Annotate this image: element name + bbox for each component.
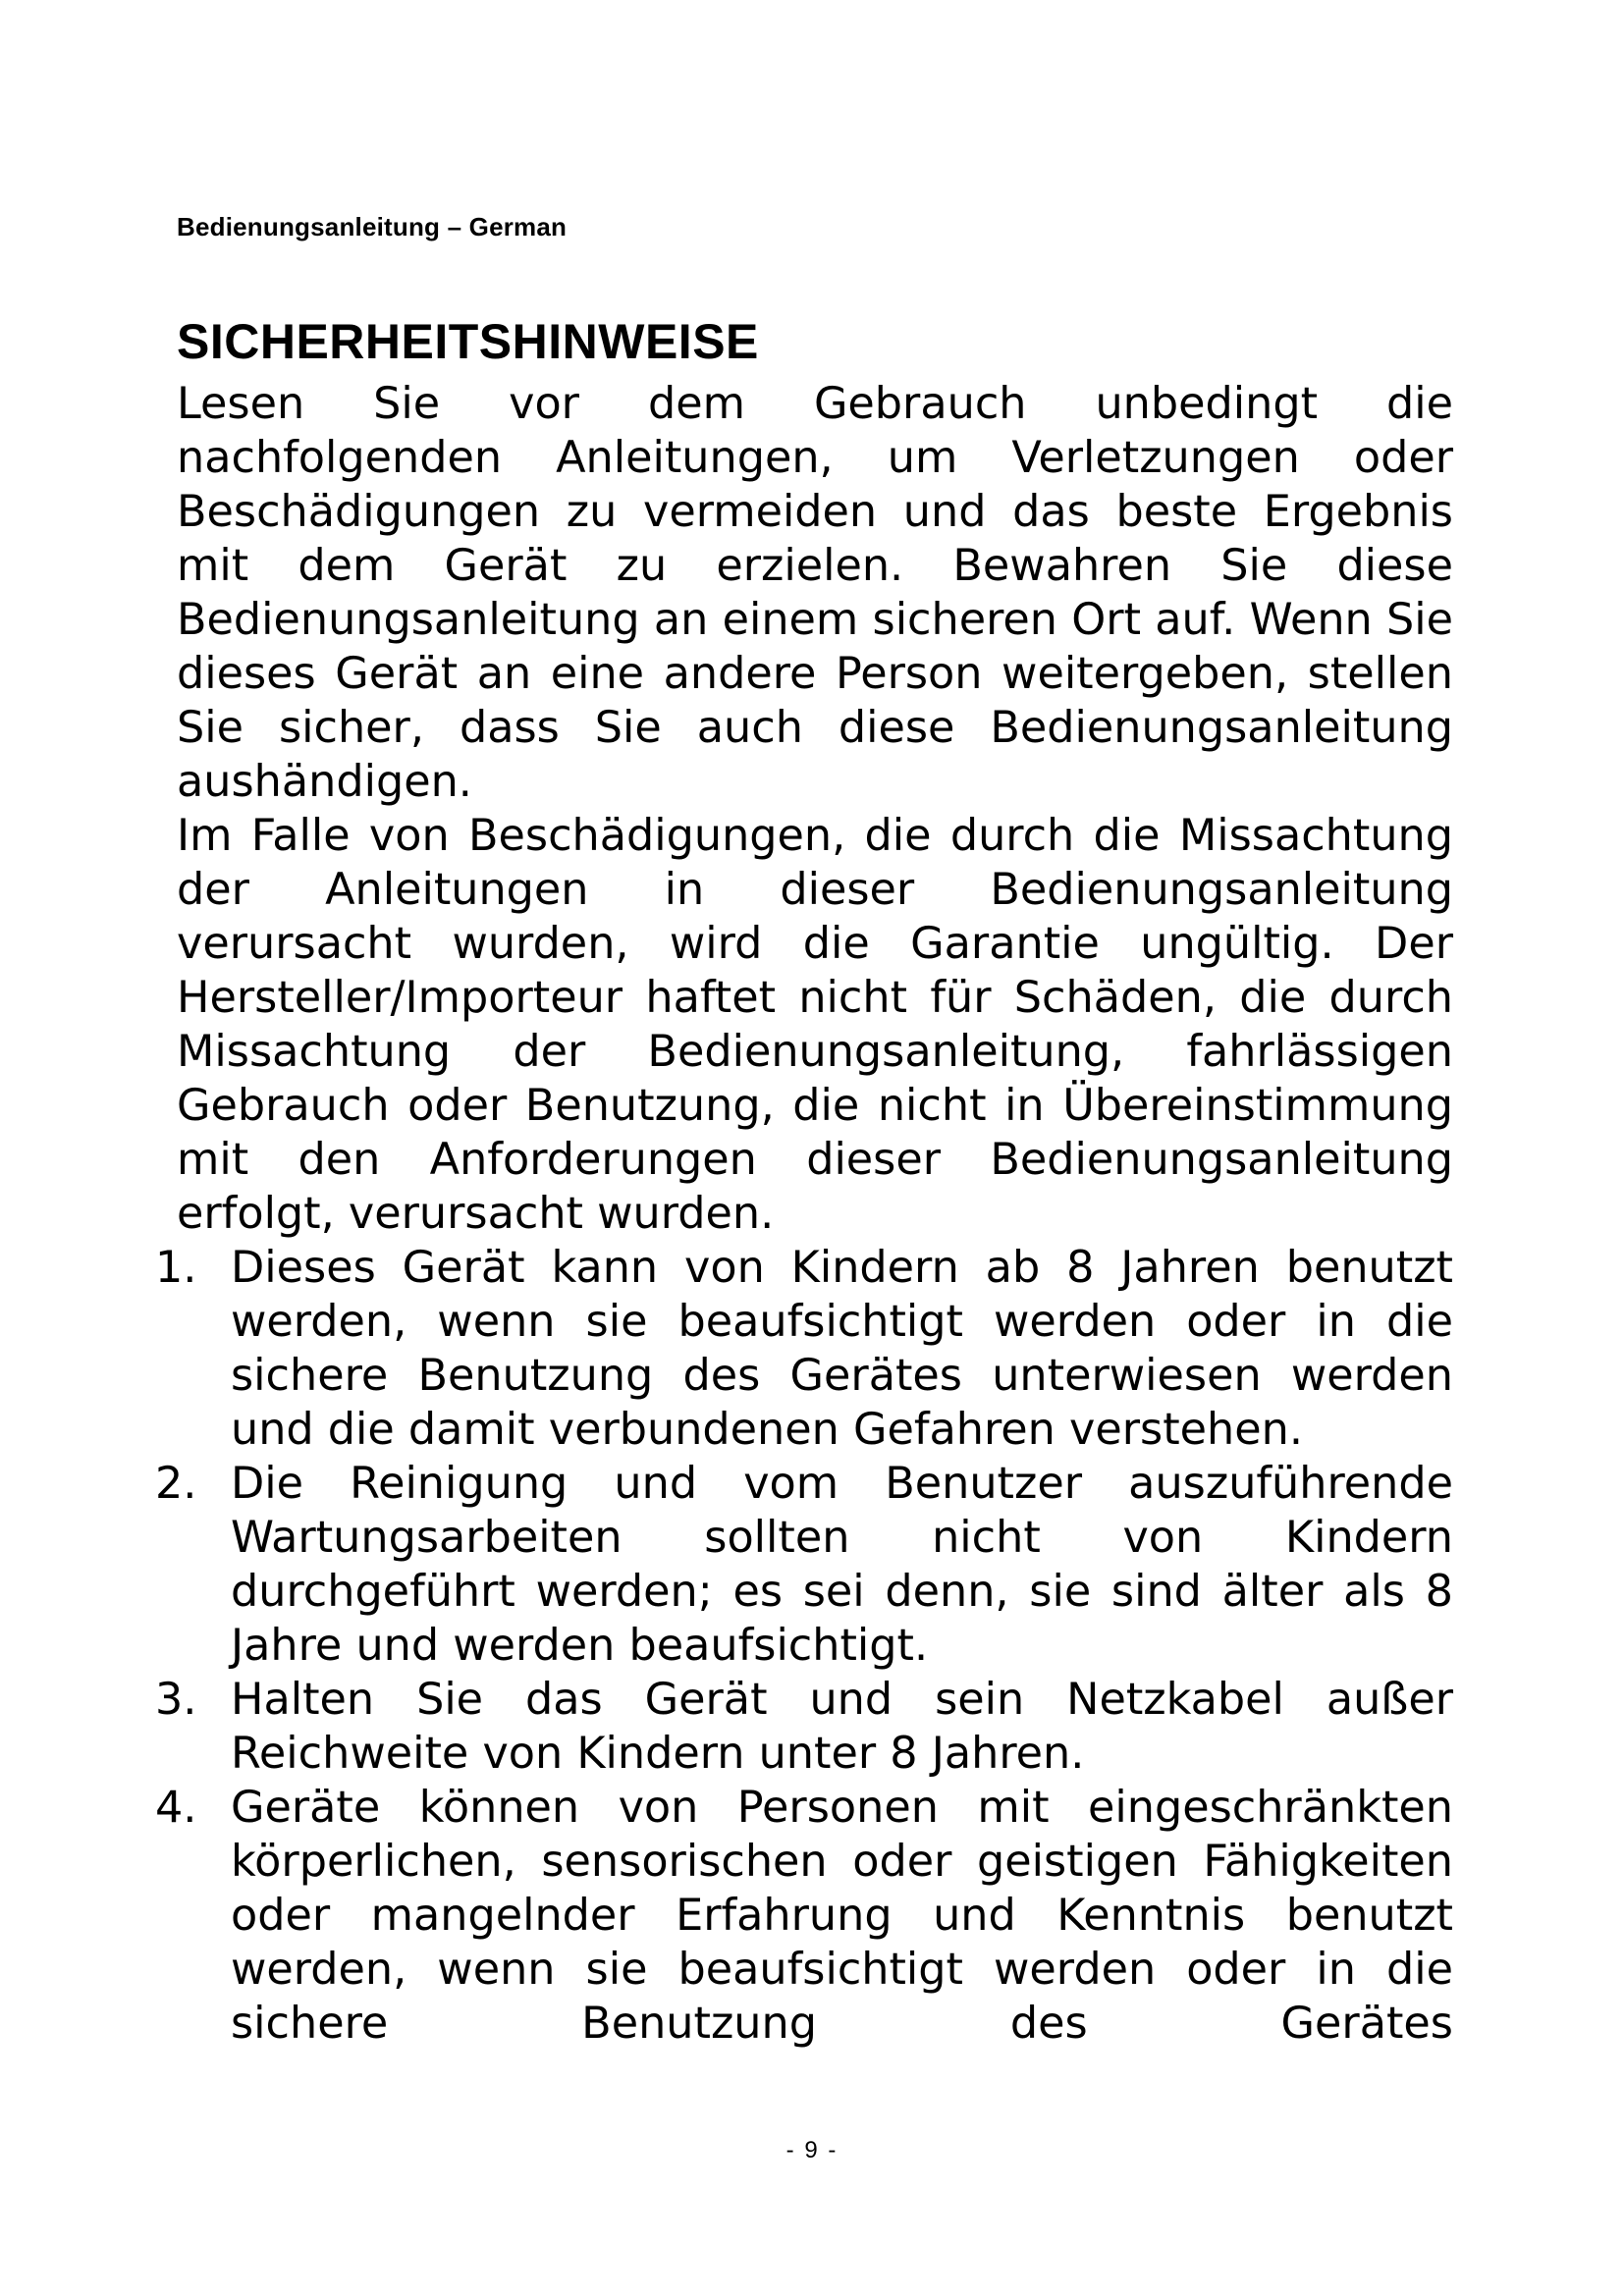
list-item xyxy=(155,1457,1453,1673)
list-item-number: 2. xyxy=(155,1459,197,1509)
list-item-text: Die Reinigung und vom Benutzer auszuführende Wartungsarbeiten sollten nicht von Kindern durchgeführt werden; es sei denn, sie sind älter als 8 Jahre und werden beaufsichtigt. xyxy=(231,1459,1453,1671)
list-item-text: Dieses Gerät kann von Kindern ab 8 Jahren benutzt werden, wenn sie beaufsichtigt werden oder in die sichere Benutzung des Gerätes unterwiesen werden und die damit verbundenen Gefahren verstehen. xyxy=(231,1243,1453,1455)
running-header: Bedienungsanleitung – German xyxy=(177,212,568,241)
safety-instructions-list xyxy=(155,1241,1453,2051)
list-item-number: 4. xyxy=(155,1783,197,1833)
intro-paragraph: Lesen Sie vor dem Gebrauch unbedingt die nachfolgenden Anleitungen, um Verletzungen oder Beschädigungen zu vermeiden und das beste Ergebnis mit dem Gerät zu erzielen. Bewahren Sie diese Bedienungsanleitung an einem sicheren Ort auf. Wenn Sie dieses Gerät an eine andere Person weitergeben, stellen Sie sicher, dass Sie auch diese Bedienungsanleitung aushändigen. xyxy=(177,379,1453,807)
warranty-paragraph: Im Falle von Beschädigungen, die durch die Missachtung der Anleitungen in dieser Bedienungsanleitung verursacht wurden, wird die Garantie ungültig. Der Hersteller/Importeur haftet nicht für Schäden, die durch Missachtung der Bedienungsanleitung, fahrlässigen Gebrauch oder Benutzung, die nicht in Übereinstimmung mit den Anforderungen dieser Bedienungsanleitung erfolgt, verursacht wurden. xyxy=(177,811,1453,1239)
list-item-number: 1. xyxy=(155,1243,197,1293)
list-item xyxy=(155,1673,1453,1781)
list-item-number: 3. xyxy=(155,1675,197,1725)
page-number: - 9 - xyxy=(785,2137,839,2163)
list-item-text: Geräte können von Personen mit eingeschränkten körperlichen, sensorischen oder geistigen Fähigkeiten oder mangelnder Erfahrung und Kenntnis benutzt werden, wenn sie beaufsichtigt werden oder in die sichere Benutzung des Gerätes xyxy=(231,1783,1453,2049)
list-item-text: Halten Sie das Gerät und sein Netzkabel außer Reichweite von Kindern unter 8 Jahren. xyxy=(231,1675,1453,1779)
list-item xyxy=(155,1241,1453,1457)
list-item xyxy=(155,1781,1453,2051)
page-content xyxy=(155,306,1453,2051)
section-title: SICHERHEITSHINWEISE xyxy=(177,314,759,369)
